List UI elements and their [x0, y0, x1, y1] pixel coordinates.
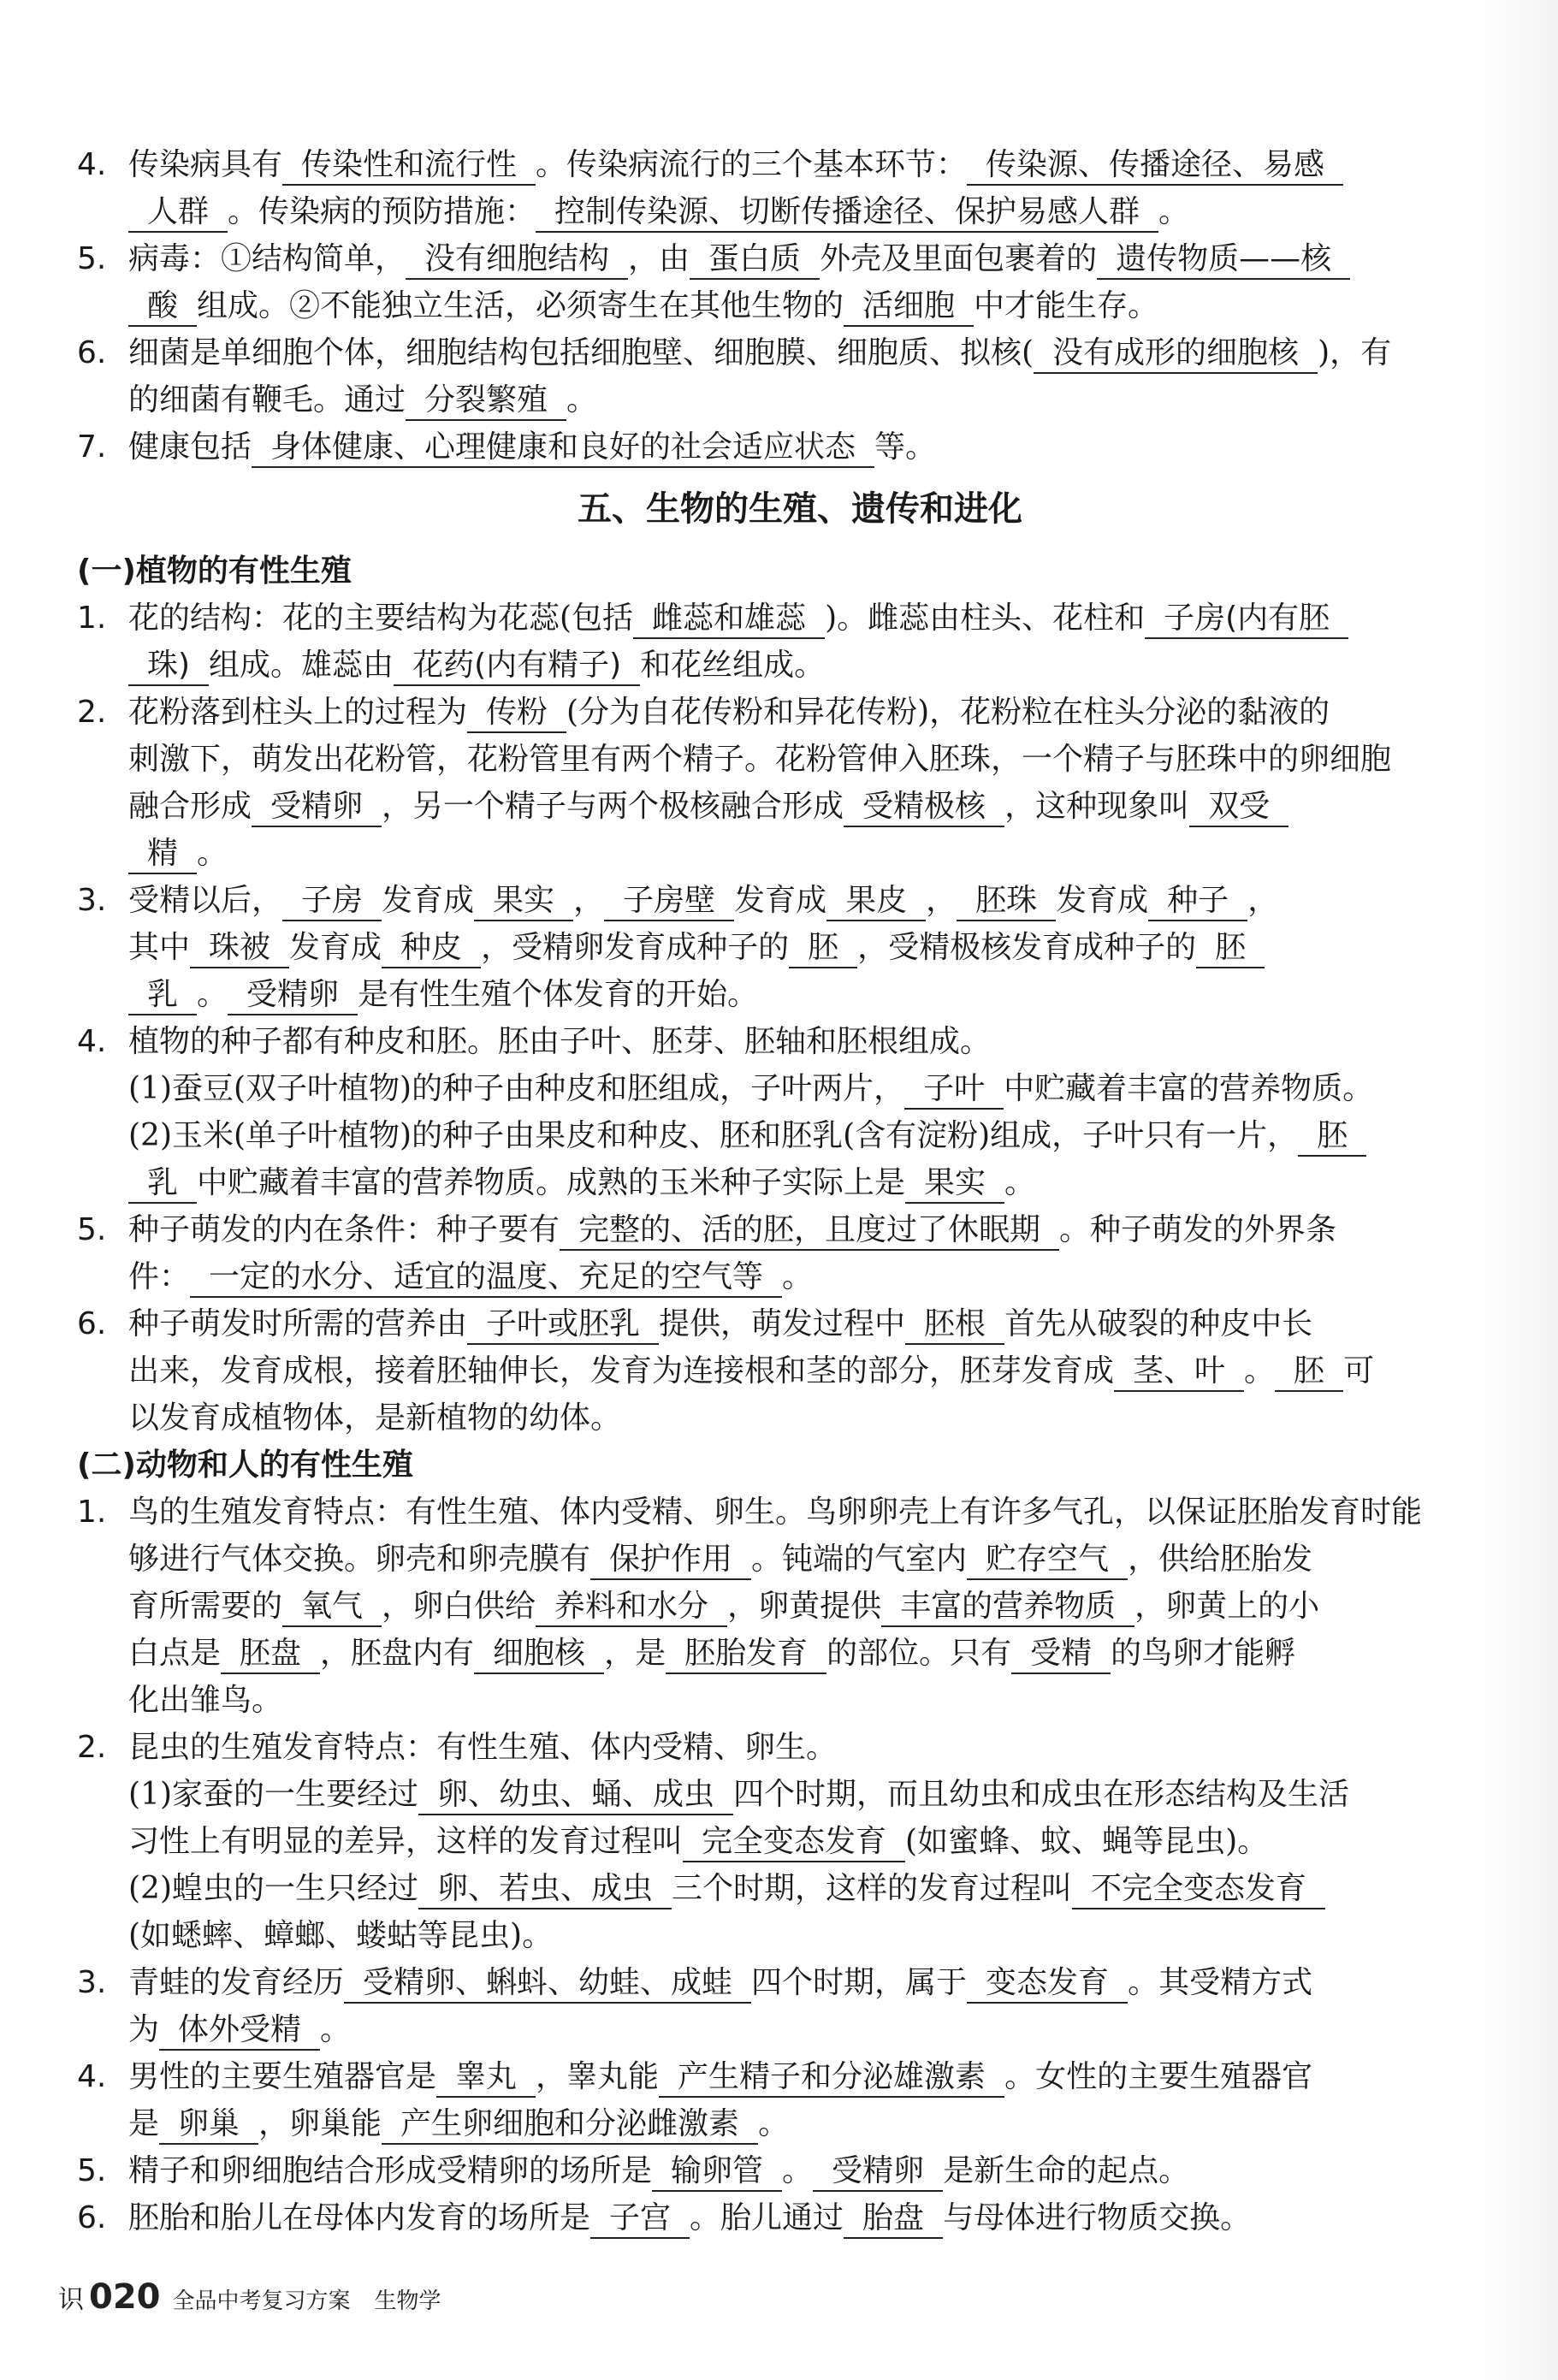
answer-blank: 丰富的营养物质	[881, 1588, 1134, 1627]
text-segment: 为	[128, 2012, 160, 2047]
text-segment: 健康包括	[128, 429, 252, 465]
text-line	[77, 1253, 1523, 1300]
text-segment: 。	[1004, 1165, 1036, 1200]
text-segment: 其中	[128, 930, 191, 965]
text-segment: 。其受精方式	[1128, 1965, 1313, 2000]
text-line	[77, 1159, 1523, 1206]
text-segment: ，	[926, 883, 957, 918]
text-line	[77, 1818, 1523, 1865]
answer-blank: 胚	[1298, 1117, 1366, 1157]
text-line	[77, 1300, 1523, 1347]
answer-blank: 保护作用	[590, 1541, 751, 1580]
text-segment: ，由	[628, 241, 690, 276]
text-segment: 。	[197, 836, 228, 871]
answer-blank: 双受	[1189, 788, 1288, 827]
text-segment: 。	[782, 2153, 814, 2188]
text-line	[77, 1018, 1523, 1065]
text-segment: )，有	[1318, 335, 1392, 370]
text-segment: 件：	[128, 1259, 191, 1294]
text-line	[77, 2194, 1523, 2241]
text-segment: 三个时期，这样的发育过程叫	[672, 1871, 1073, 1906]
book-title: 全品中考复习方案	[172, 2288, 351, 2314]
text-segment: 首先从破裂的种皮中长	[1004, 1306, 1313, 1341]
answer-blank: 受精卵	[252, 788, 382, 827]
answer-blank: 卵巢	[159, 2105, 258, 2145]
answer-blank: 养料和水分	[536, 1588, 727, 1627]
answer-blank: 酸	[128, 287, 197, 327]
text-line	[77, 689, 1523, 736]
text-segment: 受精以后，	[128, 883, 283, 918]
text-segment: 化出雏鸟。	[128, 1683, 283, 1718]
answer-blank: 胚根	[905, 1305, 1004, 1345]
text-segment: 习性上有明显的差异，这样的发育过程叫	[128, 1824, 684, 1859]
item-number: 3.	[77, 883, 107, 918]
answer-blank: 人群	[128, 193, 228, 233]
answer-blank: 珠被	[190, 929, 289, 968]
answer-blank: 睾丸	[436, 2058, 536, 2098]
answer-blank: 花药(内有精子)	[394, 647, 640, 686]
answer-blank: 输卵管	[652, 2152, 782, 2192]
text-line	[77, 423, 1523, 471]
subsection-heading: (二)动物和人的有性生殖	[77, 1448, 413, 1483]
text-segment: 四个时期，属于	[751, 1965, 968, 2000]
text-line	[77, 141, 1523, 188]
answer-blank: 雌蕊和雄蕊	[633, 600, 825, 639]
text-segment: 发育成	[289, 930, 382, 965]
text-segment: 。钝端的气室内	[751, 1542, 968, 1577]
text-segment: 中贮藏着丰富的营养物质。成熟的玉米种子实际上是	[197, 1165, 906, 1200]
text-segment: 是新生命的起点。	[943, 2153, 1190, 2188]
answer-blank: 种子	[1148, 882, 1247, 921]
text-segment: ，受精极核发育成种子的	[857, 930, 1197, 965]
item-number: 3.	[77, 1965, 107, 2000]
answer-blank: 受精卵	[813, 2152, 943, 2192]
answer-blank: 传染性和流行性	[282, 146, 536, 186]
text-segment: 提供，萌发过程中	[659, 1306, 906, 1341]
text-line	[77, 736, 1523, 783]
text-segment: 。传染病流行的三个基本环节：	[536, 147, 968, 182]
answer-blank: 受精极核	[844, 788, 1004, 827]
text-segment: ，	[1247, 883, 1279, 918]
text-segment: ，	[573, 883, 605, 918]
text-segment: 白点是	[128, 1636, 222, 1671]
text-line	[77, 1677, 1523, 1724]
item-number: 2.	[77, 695, 107, 730]
text-segment: 。	[197, 977, 228, 1012]
item-number: 5.	[77, 241, 107, 276]
answer-blank: 贮存空气	[967, 1541, 1128, 1580]
text-segment: 男性的主要生殖器官是	[128, 2059, 437, 2094]
text-segment: 传染病具有	[128, 147, 283, 182]
answer-blank: 氧气	[282, 1588, 382, 1627]
text-segment: ，胚盘内有	[320, 1636, 475, 1671]
text-segment: 。	[1158, 194, 1190, 229]
answer-blank: 受精卵	[228, 976, 358, 1015]
item-number: 5.	[77, 2153, 107, 2188]
text-segment: 以发育成植物体，是新植物的幼体。	[128, 1400, 622, 1436]
text-line	[77, 2006, 1523, 2053]
answer-blank: 受精	[1011, 1635, 1111, 1674]
page-number: 020	[89, 2277, 161, 2317]
text-segment: (2)玉米(单子叶植物)的种子由果皮和种皮、胚和胚乳(含有淀粉)组成，子叶只有一片，	[128, 1118, 1299, 1153]
answer-blank: 产生卵细胞和分泌雌激素	[382, 2105, 758, 2145]
answer-blank: 胚珠	[957, 882, 1056, 921]
text-line	[77, 329, 1523, 376]
text-line	[77, 188, 1523, 235]
text-segment: 四个时期，而且幼虫和成虫在形态结构及生活	[733, 1777, 1350, 1812]
text-line	[77, 376, 1523, 423]
item-number: 6.	[77, 1306, 107, 1341]
answer-blank: 胚	[1196, 929, 1265, 968]
answer-blank: 果实	[474, 882, 573, 921]
text-segment: ，卵巢能	[258, 2106, 382, 2141]
text-segment: 胚胎和胎儿在母体内发育的场所是	[128, 2200, 591, 2235]
text-segment: 融合形成	[128, 789, 252, 824]
answer-blank: 完整的、活的胚，且度过了休眠期	[560, 1211, 1059, 1251]
answer-blank: 子叶或胚乳	[467, 1305, 659, 1345]
text-line	[77, 282, 1523, 329]
text-segment: 可	[1343, 1353, 1375, 1388]
answer-blank: 卵、若虫、成虫	[418, 1870, 672, 1909]
answer-blank: 传染源、传播途径、易感	[967, 146, 1343, 186]
subsection-heading: (一)植物的有性生殖	[77, 554, 352, 589]
text-line	[77, 2147, 1523, 2194]
text-line	[77, 1065, 1523, 1112]
answer-blank: 没有细胞结构	[406, 240, 628, 280]
text-segment: (2)蝗虫的一生只经过	[128, 1871, 418, 1906]
answer-blank: 乳	[128, 976, 197, 1015]
text-segment: 与母体进行物质交换。	[943, 2200, 1252, 2235]
answer-blank: 珠)	[128, 647, 209, 686]
text-line	[77, 1865, 1523, 1912]
answer-blank: 精	[128, 835, 197, 874]
text-segment: 组成。②不能独立生活，必须寄生在其他生物的	[197, 288, 844, 323]
text-line	[77, 830, 1523, 877]
answer-blank: 子房壁	[604, 882, 734, 921]
answer-blank: 茎、叶	[1114, 1353, 1244, 1392]
answer-blank: 产生精子和分泌雄激素	[659, 2058, 1004, 2098]
text-segment: 。胎儿通过	[690, 2200, 844, 2235]
text-line	[77, 1912, 1523, 1959]
text-segment: 种子萌发时所需的营养由	[128, 1306, 468, 1341]
text-segment: ，卵黄上的小	[1134, 1589, 1320, 1624]
text-segment: 是	[128, 2106, 160, 2141]
text-segment: 的鸟卵才能孵	[1111, 1636, 1296, 1671]
text-segment: ，卵白供给	[382, 1589, 536, 1624]
text-segment: 是有性生殖个体发育的开始。	[358, 977, 759, 1012]
text-line	[77, 1771, 1523, 1818]
text-segment: ，另一个精子与两个极核融合形成	[382, 789, 844, 824]
text-segment: 组成。雄蕊由	[209, 648, 394, 683]
text-segment: ，受精卵发育成种子的	[481, 930, 790, 965]
item-number: 1.	[77, 601, 107, 636]
text-segment: 。	[782, 1259, 814, 1294]
text-line	[77, 924, 1523, 971]
text-segment: (分为自花传粉和异花传粉)，花粉粒在柱头分泌的黏液的	[566, 695, 1330, 730]
text-segment: (如蜜蜂、蚊、蝇等昆虫)。	[905, 1824, 1269, 1859]
answer-blank: 体外受精	[159, 2011, 320, 2051]
text-line	[77, 642, 1523, 689]
text-line	[77, 1347, 1523, 1394]
answer-blank: 子房(内有胚	[1145, 600, 1348, 639]
item-number: 4.	[77, 2059, 107, 2094]
answer-blank: 分裂繁殖	[406, 382, 566, 421]
answer-blank: 身体健康、心理健康和良好的社会适应状态	[252, 429, 874, 468]
text-segment: 花粉落到柱头上的过程为	[128, 695, 468, 730]
answer-blank: 细胞核	[474, 1635, 604, 1674]
text-segment: 细菌是单细胞个体，细胞结构包括细胞壁、细胞膜、细胞质、拟核(	[128, 335, 1034, 370]
text-segment: 植物的种子都有种皮和胚。胚由子叶、胚芽、胚轴和胚根组成。	[128, 1024, 992, 1059]
answer-blank: 受精卵、蝌蚪、幼蛙、成蛙	[344, 1964, 751, 2004]
answer-blank: 卵、幼虫、蛹、成虫	[418, 1776, 733, 1815]
text-segment: ，供给胚胎发	[1128, 1542, 1313, 1577]
item-number: 4.	[77, 147, 107, 182]
answer-blank: 胚	[1275, 1353, 1343, 1392]
text-line	[77, 2100, 1523, 2147]
text-line	[77, 1112, 1523, 1159]
text-segment: 和花丝组成。	[640, 648, 826, 683]
page-footer	[58, 2277, 441, 2317]
text-segment: 病毒：①结构简单，	[128, 241, 406, 276]
text-line	[77, 783, 1523, 830]
text-segment: 出来，发育成根，接着胚轴伸长，发育为连接根和茎的部分，胚芽发育成	[128, 1353, 1115, 1388]
item-number: 5.	[77, 1212, 107, 1247]
text-segment: (如蟋蟀、蟑螂、蝼蛄等昆虫)。	[128, 1918, 554, 1953]
answer-blank: 子宫	[590, 2199, 690, 2239]
answer-blank: 子房	[282, 882, 382, 921]
text-segment: 。	[566, 382, 598, 417]
text-segment: (1)蚕豆(双子叶植物)的种子由种皮和胚组成，子叶两片，	[128, 1071, 905, 1106]
answer-blank: 果皮	[826, 882, 926, 921]
text-line	[77, 877, 1523, 924]
text-line	[77, 1959, 1523, 2006]
answer-blank: 种皮	[382, 929, 481, 968]
text-line	[77, 1536, 1523, 1583]
answer-blank: 活细胞	[844, 287, 974, 327]
item-number: 1.	[77, 1495, 107, 1530]
text-segment: 花的结构：花的主要结构为花蕊(包括	[128, 601, 634, 636]
item-number: 2.	[77, 1730, 107, 1765]
subject-label: 生物学	[374, 2288, 441, 2314]
text-segment: )。雌蕊由柱头、花柱和	[825, 601, 1146, 636]
text-segment: ，睾丸能	[536, 2059, 660, 2094]
section-heading: 五、生物的生殖、遗传和进化	[578, 489, 1022, 529]
text-line	[77, 595, 1523, 642]
document-body	[77, 141, 1523, 2241]
text-segment: 发育成	[382, 883, 475, 918]
answer-blank: 遗传物质——核	[1097, 240, 1350, 280]
text-segment: 发育成	[734, 883, 827, 918]
answer-blank: 不完全变态发育	[1072, 1870, 1325, 1909]
item-number: 7.	[77, 429, 107, 465]
text-segment: 的细菌有鞭毛。通过	[128, 382, 406, 417]
footer-mark: 识	[58, 2285, 84, 2315]
text-line	[77, 971, 1523, 1018]
text-segment: ，这种现象叫	[1004, 789, 1190, 824]
text-segment: (1)家蚕的一生要经过	[128, 1777, 418, 1812]
text-segment: 。女性的主要生殖器官	[1004, 2059, 1313, 2094]
answer-blank: 胎盘	[844, 2199, 943, 2239]
text-line	[77, 1630, 1523, 1677]
answer-blank: 蛋白质	[690, 240, 820, 280]
item-number: 6.	[77, 335, 107, 370]
answer-blank: 胚胎发育	[666, 1635, 826, 1674]
text-segment: 。	[320, 2012, 352, 2047]
answer-blank: 一定的水分、适宜的温度、充足的空气等	[190, 1258, 782, 1298]
text-segment: 种子萌发的内在条件：种子要有	[128, 1212, 560, 1247]
text-segment: 。	[1244, 1353, 1276, 1388]
text-segment: 青蛙的发育经历	[128, 1965, 345, 2000]
text-line	[77, 1724, 1523, 1771]
answer-blank: 胚	[789, 929, 857, 968]
text-segment: 刺激下，萌发出花粉管，花粉管里有两个精子。花粉管伸入胚珠，一个精子与胚珠中的卵细胞	[128, 742, 1392, 777]
text-line	[77, 1489, 1523, 1536]
item-number: 6.	[77, 2200, 107, 2235]
answer-blank: 控制传染源、切断传播途径、保护易感人群	[536, 193, 1158, 233]
text-segment: 中贮藏着丰富的营养物质。	[1004, 1071, 1374, 1106]
text-segment: ，卵黄提供	[727, 1589, 882, 1624]
answer-blank: 没有成形的细胞核	[1034, 335, 1318, 374]
text-segment: 鸟的生殖发育特点：有性生殖、体内受精、卵生。鸟卵卵壳上有许多气孔，以保证胚胎发育时能	[128, 1495, 1423, 1530]
text-segment: 等。	[874, 429, 937, 465]
item-number: 4.	[77, 1024, 107, 1059]
text-segment: 。传染病的预防措施：	[228, 194, 536, 229]
text-segment: 中才能生存。	[974, 288, 1159, 323]
text-segment: 育所需要的	[128, 1589, 283, 1624]
answer-blank: 子叶	[904, 1070, 1004, 1110]
text-segment: 昆虫的生殖发育特点：有性生殖、体内受精、卵生。	[128, 1730, 838, 1765]
text-segment: 。	[758, 2106, 790, 2141]
text-segment: 外壳及里面包裹着的	[820, 241, 1098, 276]
text-line	[77, 1583, 1523, 1630]
text-line	[77, 235, 1523, 282]
answer-blank: 胚盘	[221, 1635, 320, 1674]
answer-blank: 传粉	[467, 694, 566, 733]
text-segment: 的部位。只有	[826, 1636, 1012, 1671]
text-segment: 。种子萌发的外界条	[1059, 1212, 1337, 1247]
text-segment: 发育成	[1056, 883, 1149, 918]
text-segment: 够进行气体交换。卵壳和卵壳膜有	[128, 1542, 591, 1577]
text-segment: 精子和卵细胞结合形成受精卵的场所是	[128, 2153, 653, 2188]
answer-blank: 乳	[128, 1164, 197, 1204]
answer-blank: 完全变态发育	[683, 1823, 905, 1862]
text-line	[77, 1206, 1523, 1253]
text-line	[77, 1394, 1523, 1442]
text-segment: ，是	[604, 1636, 666, 1671]
text-line	[77, 2053, 1523, 2100]
answer-blank: 果实	[905, 1164, 1004, 1204]
answer-blank: 变态发育	[967, 1964, 1128, 2004]
